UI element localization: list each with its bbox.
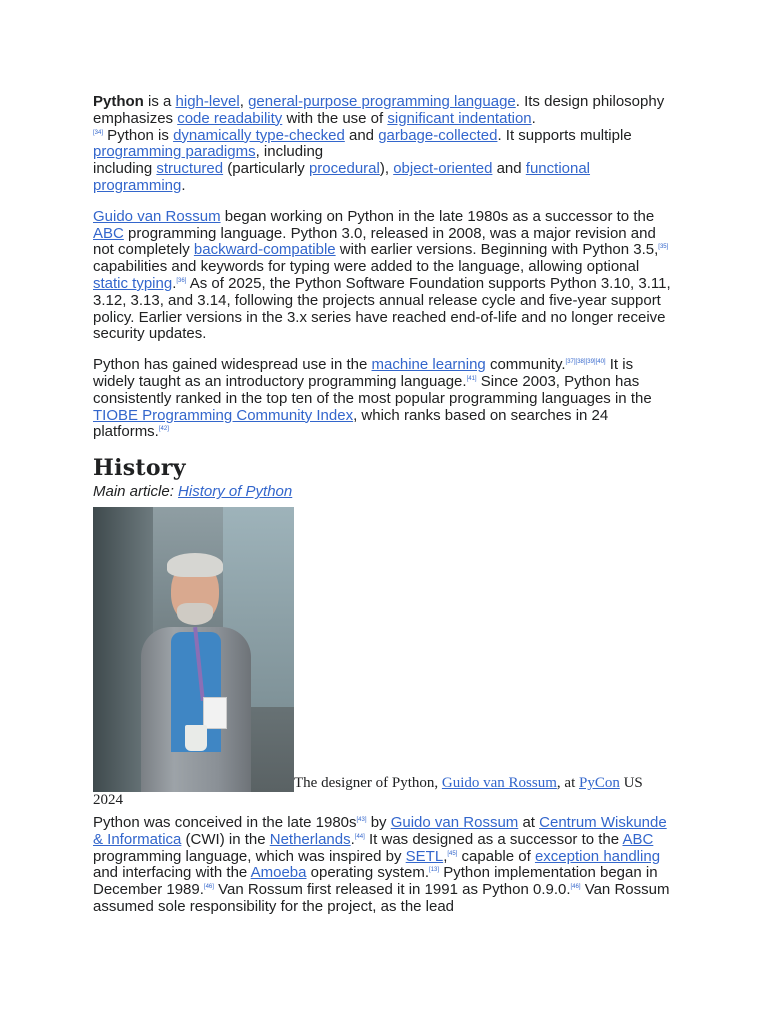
citation[interactable]	[159, 426, 169, 432]
link-tiobe-index[interactable]: TIOBE Programming Community Index	[93, 406, 354, 424]
citation-link[interactable]: [40]	[595, 359, 606, 366]
citation[interactable]	[571, 884, 581, 890]
citation[interactable]	[447, 851, 457, 857]
text: Python has gained widespread use in the	[93, 356, 372, 374]
text: with the use of	[282, 109, 388, 127]
link-programming-paradigms[interactable]: programming paradigms	[93, 143, 256, 161]
intro-paragraph-2	[93, 209, 673, 343]
text: including	[93, 160, 157, 178]
text: began working on Python in the late 1980s as a successor to the	[220, 207, 655, 225]
link-dynamically-type-checked[interactable]: dynamically type-checked	[173, 126, 345, 144]
text: . Its design philosophy emphasizes	[93, 93, 665, 127]
article-body	[93, 94, 673, 930]
text: .	[350, 830, 355, 848]
citation-link[interactable]: [41]	[466, 375, 477, 382]
citation[interactable]	[93, 130, 103, 136]
link-guido-van-rossum[interactable]: Guido van Rossum	[93, 207, 221, 225]
link-exception-handling[interactable]: exception handling	[534, 847, 661, 865]
text: and interfacing with the	[93, 864, 251, 882]
hatnote	[93, 484, 673, 501]
text: Python is	[103, 126, 174, 144]
caption-link-pycon[interactable]: PyCon	[578, 774, 620, 791]
text: US 2024	[93, 774, 643, 808]
text: operating system.	[306, 864, 430, 882]
text: programming language, which was inspired by	[93, 847, 406, 865]
text: at	[518, 813, 540, 831]
text: It was designed as a successor to the	[364, 830, 623, 848]
article-subject: Python	[93, 93, 144, 110]
text: (particularly	[223, 160, 309, 178]
text: capable of	[457, 847, 535, 865]
text: , including	[255, 143, 324, 161]
link-static-typing[interactable]: static typing	[93, 274, 173, 292]
citation-link[interactable]: [42]	[158, 426, 169, 433]
figure	[93, 507, 673, 809]
citation[interactable]	[566, 359, 606, 365]
link-setl[interactable]: SETL	[405, 847, 444, 865]
link-guido-van-rossum-2[interactable]: Guido van Rossum	[390, 813, 519, 831]
link-netherlands[interactable]: Netherlands	[269, 830, 351, 848]
text: , at	[556, 774, 579, 791]
text: ,	[239, 93, 249, 110]
link-procedural[interactable]: procedural	[308, 160, 380, 178]
link-history-of-python[interactable]: History of Python	[178, 483, 293, 501]
caption-link-guido[interactable]: Guido van Rossum	[441, 774, 557, 791]
citation[interactable]	[355, 834, 365, 840]
text: programming language. Python 3.0, released in 2008, was a major revision and not completely	[93, 224, 656, 259]
text: . It supports multiple	[497, 126, 632, 144]
citation-link[interactable]: [36]	[176, 277, 187, 284]
link-code-readability[interactable]: code readability	[177, 109, 283, 127]
citation-link[interactable]: [46]	[570, 884, 581, 891]
citation-link[interactable]: [37]	[565, 359, 576, 366]
text: .	[172, 274, 177, 292]
text: As of 2025, the Python Software Foundation supports Python 3.10, 3.11, 3.12, 3.13, and 3.14, following the projects annual release cycle and five-year support policy. Earlier versions in the 3.x series have reached end-of-life and no longer receive security updates.	[93, 274, 671, 343]
intro-paragraph-1	[93, 94, 673, 195]
history-paragraph-1	[93, 815, 673, 916]
text: community.	[485, 356, 566, 374]
citation[interactable]	[658, 244, 668, 250]
guido-van-rossum-photo[interactable]	[93, 507, 294, 792]
citation-link[interactable]: [34]	[93, 129, 104, 136]
text: Van Rossum first released it in 1991 as Python 0.9.0.	[213, 881, 571, 899]
text: ),	[379, 160, 394, 178]
text: The designer of Python,	[294, 774, 442, 791]
text: Python implementation began in December 1989.	[93, 864, 658, 899]
text: and	[492, 160, 526, 178]
link-abc-2[interactable]: ABC	[622, 830, 654, 848]
text: Python was conceived in the late 1980s	[93, 813, 357, 831]
link-structured[interactable]: structured	[156, 160, 224, 178]
text: , which ranks based on searches in 24 platforms.	[93, 406, 609, 441]
text: It is widely taught as an introductory programming language.	[93, 356, 634, 390]
citation[interactable]	[176, 278, 186, 284]
text: with earlier versions. Beginning with Python 3.5,	[335, 241, 659, 259]
link-backward-compatible[interactable]: backward-compatible	[193, 241, 336, 259]
link-object-oriented[interactable]: object-oriented	[393, 160, 493, 178]
text: is a	[143, 93, 176, 110]
text: by	[366, 813, 391, 831]
link-high-level[interactable]: high-level	[175, 93, 240, 110]
citation-link[interactable]: [13]	[429, 867, 440, 874]
citation[interactable]	[204, 884, 214, 890]
link-general-purpose[interactable]: general-purpose programming language	[248, 93, 516, 110]
citation-link[interactable]: [38]	[575, 359, 586, 366]
hatnote-label: Main article:	[93, 483, 179, 501]
citation-link[interactable]: [44]	[354, 833, 365, 840]
link-garbage-collected[interactable]: garbage-collected	[378, 126, 498, 144]
text: Since 2003, Python has consistently ranked in the top ten of the most popular programming languages in the	[93, 372, 652, 407]
citation-link[interactable]: [35]	[658, 244, 669, 251]
link-machine-learning[interactable]: machine learning	[371, 356, 486, 374]
text: capabilities and keywords for typing were added to the language, allowing optional	[93, 258, 640, 276]
link-abc[interactable]: ABC	[93, 224, 124, 242]
text: (CWI) in the	[181, 830, 270, 848]
link-significant-indentation[interactable]: significant indentation	[387, 109, 532, 127]
citation-link[interactable]: [43]	[356, 816, 367, 823]
citation[interactable]	[357, 817, 367, 823]
citation[interactable]	[467, 376, 477, 382]
text: .	[531, 109, 536, 127]
link-amoeba[interactable]: Amoeba	[250, 864, 307, 882]
text: Van Rossum assumed sole responsibility for the project, as the lead	[93, 881, 670, 915]
citation[interactable]	[429, 867, 439, 873]
intro-paragraph-3	[93, 357, 673, 441]
text: ,	[443, 847, 448, 865]
citation-link[interactable]: [39]	[585, 359, 596, 366]
link-functional-programming[interactable]: functional programming	[93, 160, 591, 194]
citation-link[interactable]: [46]	[203, 884, 214, 891]
link-cwi[interactable]: Centrum Wiskunde & Informatica	[93, 813, 667, 848]
text: .	[181, 176, 186, 194]
text: and	[344, 126, 379, 144]
section-heading-history: History	[93, 455, 186, 482]
citation-link[interactable]: [45]	[447, 850, 458, 857]
